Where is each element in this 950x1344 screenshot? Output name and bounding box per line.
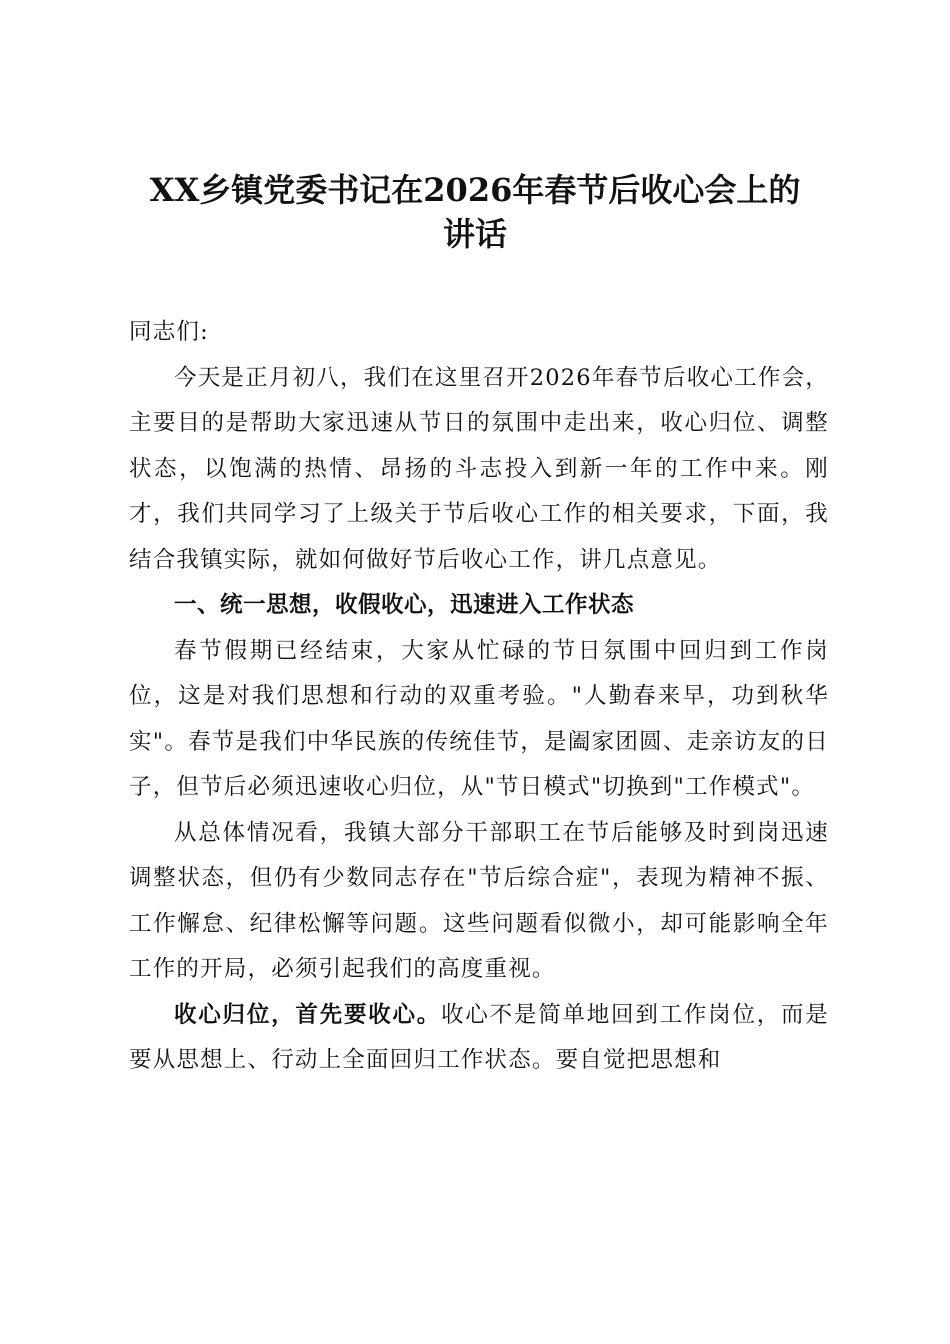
- title-line-2: 讲话: [442, 215, 507, 253]
- section-heading-1: 一、统一思想，收假收心，迅速进入工作状态: [174, 592, 635, 618]
- paragraph-continuation: 收心不是简单地回到工作岗位，而是要从思想上、行动上全面回归工作状态。要自觉把思想和: [129, 1001, 830, 1073]
- paragraph-opening: 今天是正月初八，我们在这里召开2026年春节后收心工作会，主要目的是帮助大家迅速从节日的氛围中走出来，收心归位、调整状态，以饱满的热情、昂扬的斗志投入到新一年的工作中来。刚才，我们共同学习了上级关于节后收心工作的相关要求，下面，我结合我镇实际，就如何做好节后收心工作，讲几点意见。: [129, 364, 829, 573]
- salutation: 同志们:: [129, 319, 209, 345]
- paragraph-lead-sentence: 收心归位，首先要收心。: [174, 1001, 442, 1028]
- title-line-1: XX乡镇党委书记在2026年春节后收心会上的: [149, 171, 801, 209]
- document-body: [129, 310, 829, 1084]
- document-title: [120, 168, 830, 256]
- paragraph-holiday-ended: 春节假期已经结束，大家从忙碌的节日氛围中回归到工作岗位，这是对我们思想和行动的双重考验。"人勤春来早，功到秋华实"。春节是我们中华民族的传统佳节，是阖家团圆、走亲访友的日子，但节后必须迅速收心归位，从"节日模式"切换到"工作模式"。: [129, 637, 829, 800]
- paragraph-overall-situation: 从总体情况看，我镇大部分干部职工在节后能够及时到岗迅速调整状态，但仍有少数同志存在"节后综合症"，表现为精神不振、工作懈怠、纪律松懈等问题。这些问题看似微小，却可能影响全年工作的开局，必须引起我们的高度重视。: [129, 819, 829, 982]
- paragraph-focus-mind: [129, 993, 829, 1084]
